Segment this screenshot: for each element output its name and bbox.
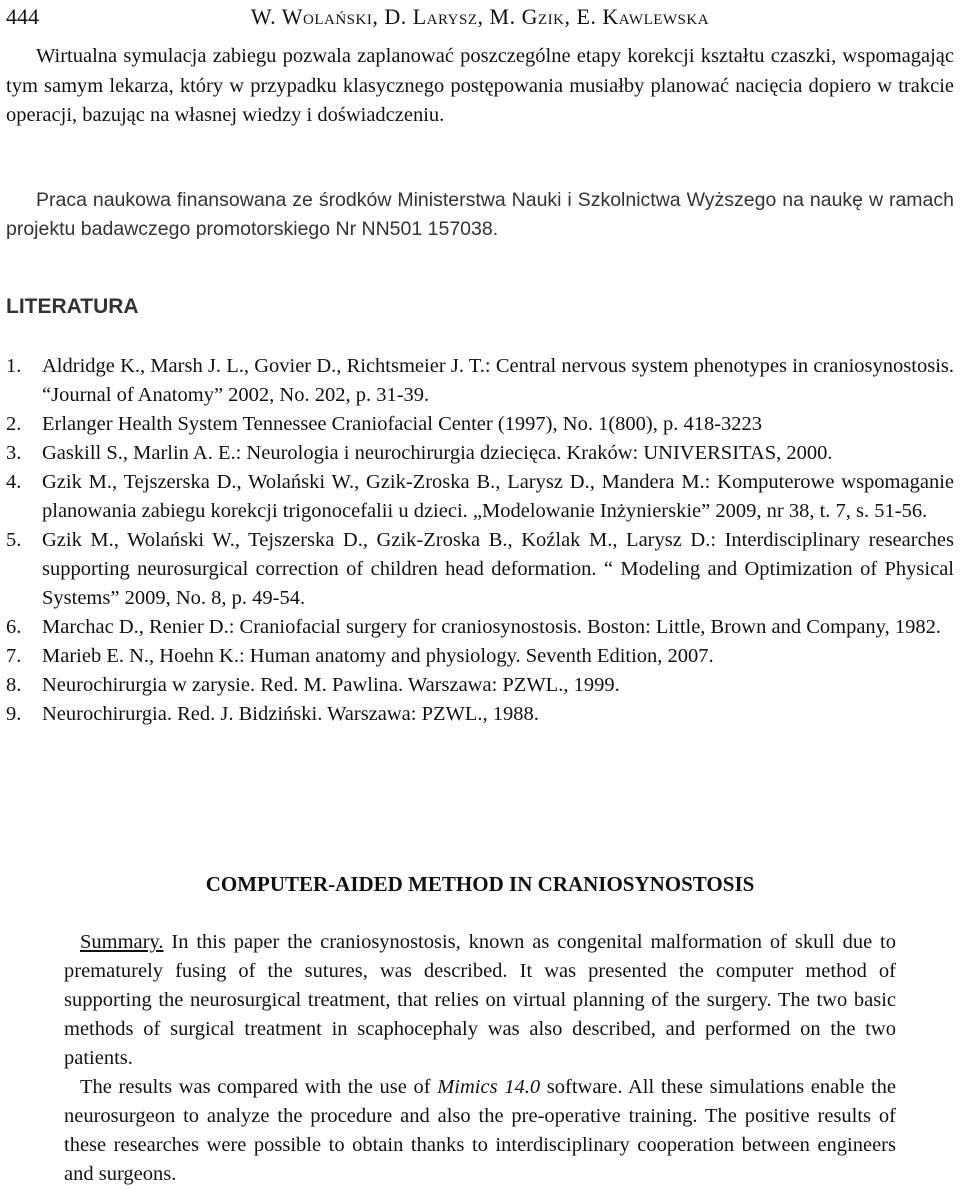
summary-text: The results was compared with the use of [80, 1076, 438, 1098]
reference-number: 9. [6, 703, 22, 725]
reference-text: Aldridge K., Marsh J. L., Govier D., Richtsmeier J. T.: Central nervous system phenotypes in craniosynostosis. “Journal of Anatomy” 2002, No. 202, p. 31-39. [42, 355, 954, 406]
reference-text: Marchac D., Renier D.: Craniofacial surgery for craniosynostosis. Boston: Little, Brown and Company, 1982. [42, 616, 941, 638]
reference-number: 5. [6, 529, 22, 551]
funding-acknowledgement: Praca naukowa finansowana ze środków Ministerstwa Nauki i Szkolnictwa Wyższego na naukę w ramach projektu badawczego promotorskiego Nr NN501 157038. [6, 189, 954, 240]
page-header [6, 4, 954, 36]
reference-item [6, 352, 954, 410]
reference-item [6, 468, 954, 526]
reference-text: Gaskill S., Marlin A. E.: Neurologia i neurochirurgia dziecięca. Kraków: UNIVERSITAS, 2000. [42, 442, 833, 464]
running-head-authors: W. Wolański, D. Larysz, M. Gzik, E. Kawlewska [250, 4, 710, 29]
reference-text: Gzik M., Tejszerska D., Wolański W., Gzik-Zroska B., Larysz D., Mandera M.: Komputerowe wspomaganie planowania zabiegu korekcji trigonocefalii u dzieci. „Modelowanie Inżynierskie” 2009, nr 38, t. 7, s. 51-56. [42, 471, 954, 522]
page-number: 444 [6, 4, 39, 29]
summary-text: In this paper the craniosynostosis, known as congenital malformation of skull due to prematurely fusing of the sutures, was described. It was presented the computer method of supporting the neurosurgical treatment, that relies on virtual planning of the surgery. The two basic methods of surgical treatment in scaphocephaly was also described, and performed on the two patients. [64, 931, 896, 1069]
reference-number: 7. [6, 645, 22, 667]
reference-number: 3. [6, 442, 22, 464]
reference-item [6, 613, 954, 642]
reference-item [6, 671, 954, 700]
reference-item [6, 526, 954, 613]
reference-text: Erlanger Health System Tennessee Craniofacial Center (1997), No. 1(800), p. 418-3223 [42, 413, 763, 435]
reference-list [6, 352, 954, 729]
reference-text: Marieb E. N., Hoehn K.: Human anatomy and physiology. Seventh Edition, 2007. [42, 645, 714, 667]
summary-section [64, 928, 896, 1189]
reference-number: 8. [6, 674, 22, 696]
reference-item [6, 410, 954, 439]
reference-number: 2. [6, 413, 22, 435]
literature-heading: LITERATURA [6, 295, 139, 318]
reference-text: Neurochirurgia. Red. J. Bidziński. Warszawa: PZWL., 1988. [42, 703, 539, 725]
reference-item [6, 439, 954, 468]
reference-number: 6. [6, 616, 22, 638]
reference-item [6, 642, 954, 671]
summary-paragraph [64, 1073, 896, 1189]
reference-text: Gzik M., Wolański W., Tejszerska D., Gzik-Zroska B., Koźlak M., Larysz D.: Interdisciplinary researches supporting neurosurgical correction of children head deformation. “ Modeling and Optimization of Physical Systems” 2009, No. 8, p. 49-54. [42, 529, 954, 609]
reference-number: 4. [6, 471, 22, 493]
summary-label: Summary. [80, 931, 164, 953]
english-title: COMPUTER-AIDED METHOD IN CRANIOSYNOSTOSIS [205, 872, 755, 896]
reference-item [6, 700, 954, 729]
reference-number: 1. [6, 355, 22, 377]
summary-paragraph [64, 928, 896, 1073]
body-paragraph-virtual-simulation: Wirtualna symulacja zabiegu pozwala zaplanować poszczególne etapy korekcji kształtu czaszki, wspomagając tym samym lekarza, który w przypadku klasycznego postępowania musiałby planować nacięcia dopiero w trakcie operacji, bazując na własnej wiedzy i doświadczeniu. [6, 45, 954, 126]
software-name: Mimics 14.0 [437, 1076, 541, 1098]
summary-text: software. All these simulations enable the neurosurgeon to analyze the procedure and also the pre-operative training. The positive results of these researches were possible to obtain thanks to interdisciplinary cooperation between engineers and surgeons. [64, 1076, 896, 1185]
reference-text: Neurochirurgia w zarysie. Red. M. Pawlina. Warszawa: PZWL., 1999. [42, 674, 620, 696]
